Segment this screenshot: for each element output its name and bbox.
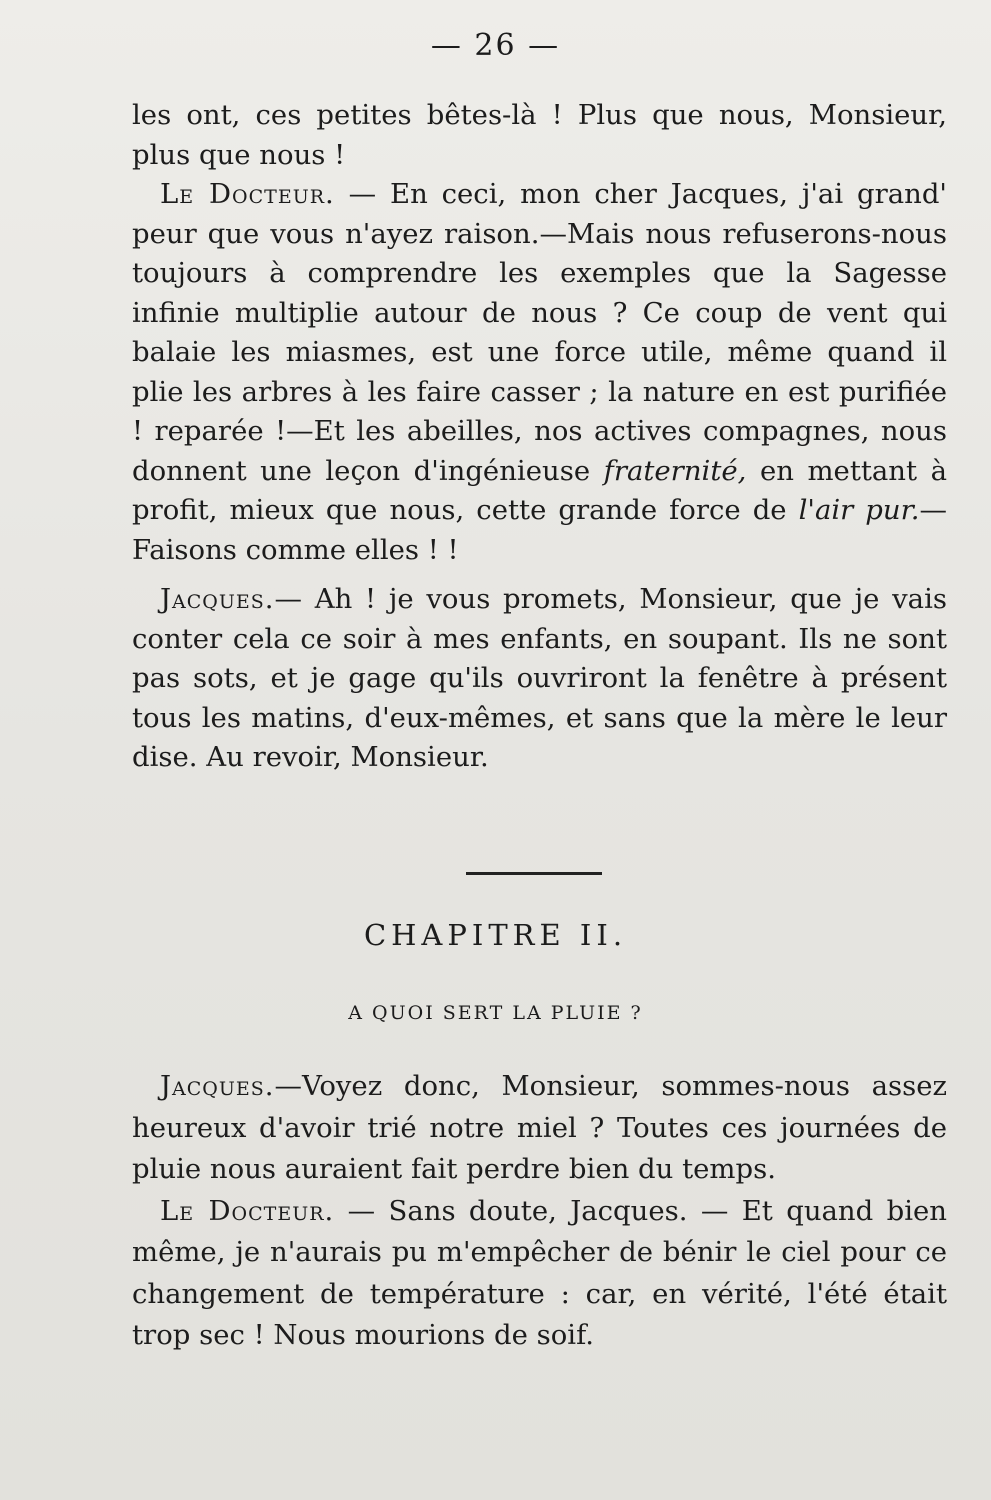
italic-phrase: fraternité, bbox=[603, 454, 747, 487]
dialogue-section-1 bbox=[132, 96, 947, 778]
speaker-name: Le Docteur. bbox=[160, 1194, 335, 1227]
chapter-subtitle: A QUOI SERT LA PLUIE ? bbox=[348, 1002, 643, 1024]
section-divider bbox=[466, 872, 602, 875]
paragraph-text: — En ceci, mon cher Jacques, j'ai grand' peur que vous n'ayez raison.—Mais nous refuserons-nous toujours à comprendre les exemples que la Sagesse infinie multiplie autour de nous ? Ce coup de vent qui balaie les miasmes, est une force utile, même quand il plie les arbres à les faire casser ; la nature en est purifiée ! reparée !—Et les abeilles, nos actives compagnes, nous donnent une leçon d'ingénieuse bbox=[132, 178, 947, 487]
paragraph-continuation: les ont, ces petites bêtes-là ! Plus que nous, Monsieur, plus que nous ! bbox=[132, 99, 947, 171]
speaker-name: Jacques. bbox=[160, 1070, 275, 1102]
paragraph-jacques bbox=[132, 580, 947, 778]
paragraph-text: — Ah ! je vous promets, Monsieur, que je vais conter cela ce soir à mes enfants, en soupant. Ils ne sont pas sots, et je gage qu'ils ouvriront la fenêtre à présent tous les matins, d'eux-mêmes, et sans que la mère le leur dise. Au revoir, Monsieur. bbox=[132, 583, 947, 773]
paragraph-text: — Sans doute, Jacques. — Et quand bien même, je n'aurais pu m'empêcher de bénir le ciel pour ce changement de température : car, en vérité, l'été était trop sec ! Nous mourions de soif. bbox=[132, 1194, 947, 1351]
italic-phrase: l'air pur. bbox=[798, 494, 920, 526]
dialogue-section-2 bbox=[132, 1066, 947, 1357]
paragraph-docteur bbox=[132, 175, 947, 570]
speaker-name: Le Docteur. bbox=[160, 178, 335, 210]
paragraph-text: en mettant à profit, mieux que nous, cette grande force de bbox=[132, 454, 948, 526]
paragraph-docteur bbox=[132, 1191, 947, 1357]
speaker-name: Jacques. bbox=[160, 583, 275, 615]
paragraph-jacques bbox=[132, 1066, 947, 1191]
chapter-title: CHAPITRE II. bbox=[363, 918, 628, 952]
paragraph-text: —Faisons comme elles ! ! bbox=[132, 494, 947, 566]
page-number: — 26 — bbox=[430, 28, 561, 63]
paragraph-text: —Voyez donc, Monsieur, sommes-nous assez heureux d'avoir trié notre miel ? Toutes ces journées de pluie nous auraient fait perdre bien du temps. bbox=[132, 1070, 947, 1185]
